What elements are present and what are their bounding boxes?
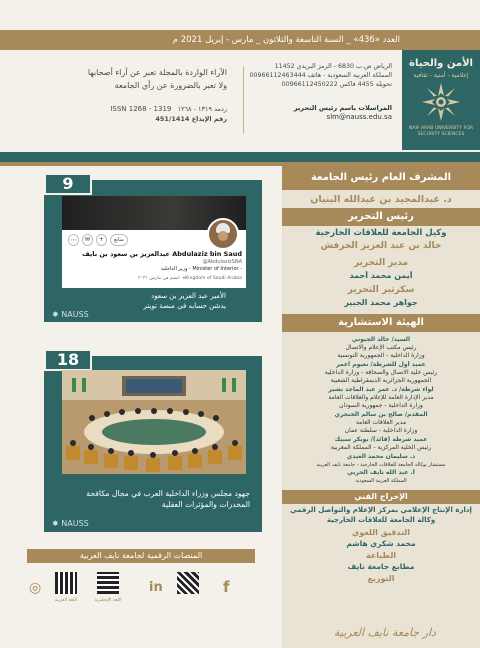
caption-line: الأمير عبد العزيز بن سعود <box>151 292 226 300</box>
issue-bar <box>0 30 480 50</box>
contact-line: المملكة العربية السعودية - هاتف 00966112463444 <box>249 72 392 79</box>
disclaimer-line: الآراء الواردة بالمجلة تعبر عن آراء أصحابها <box>87 68 227 77</box>
issue-line: العدد «436» _ السنة التاسعة والثلاثون _ مارس - إبريل 2021 م <box>172 35 400 45</box>
correspondence <box>242 104 392 122</box>
correspondence-label: المراسلات باسم رئيس التحرير <box>293 104 392 112</box>
message-icon[interactable]: ✉ <box>82 234 93 246</box>
board-line: لواء شرطة/ د. عمر عبد الماجد بشير <box>328 386 434 393</box>
print-title: الطباعة <box>365 551 397 560</box>
qr-label: اللغة العربية <box>54 598 78 603</box>
article-card-1[interactable] <box>44 174 262 322</box>
contact-line: الرياض ص.ب 6830 - الرمز البريدي 11452 <box>274 63 392 70</box>
logo-title: الأمن والحياة <box>409 58 473 69</box>
board-line: المملكة العربية السعودية <box>355 478 407 484</box>
managing-editor-name: أيمن محمد أحمد <box>349 271 413 280</box>
article-caption <box>54 291 226 311</box>
editor-title: رئيس التحرير <box>282 208 480 226</box>
emblem-icon: ✸ <box>52 519 59 528</box>
board-line: الجمهورية الجزائرية الديمقراطية الشعبية <box>330 377 432 384</box>
twitter-profile-screenshot <box>62 196 246 288</box>
profile-actions <box>68 234 128 246</box>
distribution-title: التوزيع <box>367 574 395 583</box>
editor-role: وكيل الجامعة للعلاقات الخارجية <box>315 228 447 238</box>
logo-subtitle: إعلامية - أمنية - ثقافية <box>413 72 469 79</box>
more-icon[interactable]: ⋯ <box>69 236 77 244</box>
platforms-row <box>27 566 255 608</box>
emblem-icon: ✸ <box>52 310 59 319</box>
board-line: السيد/ خالد الجبوني <box>351 336 411 343</box>
profile-meta <box>66 275 242 281</box>
divider <box>243 66 244 134</box>
board-line: مدير العلاقات العامة <box>355 419 407 426</box>
board-line: أ. عبد الله نايف الحربي <box>347 469 415 476</box>
board-line: وزارة الداخلية - جمهورية السودان <box>339 402 423 409</box>
board-line: وزارة الداخلية - سلطنة عمان <box>344 427 418 434</box>
print-name: مطابع جامعة نايف <box>347 562 415 571</box>
profile-handle: @AbdulazizSNA <box>202 259 242 265</box>
avatar <box>207 218 239 250</box>
disclaimer <box>22 66 227 92</box>
profile-name-en: Abdulaziz bin Saud <box>172 250 242 258</box>
joined-date: انضم في مارس ٢٠٢١ <box>138 276 180 281</box>
qr-code-social[interactable] <box>177 572 199 594</box>
art-line: إدارة الإنتاج الإعلامي بمركز الإعلام والتواصل الرقمي <box>290 506 472 514</box>
divider <box>0 152 480 162</box>
university-emblem-icon <box>421 82 461 122</box>
location-icon: ⌖ <box>182 276 186 281</box>
supervisor-title: المشرف العام رئيس الجامعة <box>282 166 480 190</box>
notify-icon[interactable]: + <box>96 234 107 246</box>
caption-line: جهود مجلس وزراء الداخلية العرب في مجال مكافحة <box>86 489 250 498</box>
qr-code-arabic[interactable] <box>55 572 77 594</box>
bio-en: Minister of Interior - <box>192 266 242 272</box>
qr-label: اللغة الإنجليزية <box>94 598 122 603</box>
board-line: عميد شرطة (قائد)/ بوبكر سبيك <box>334 436 428 443</box>
issn-ar: ردمد ١٣١٩ - ١٢٦٨ <box>177 105 227 113</box>
location: Kingdom of Saudi Arabia <box>185 276 242 281</box>
art-line: وكالة الجامعة للعلاقات الخارجية <box>326 516 436 524</box>
conference-hall-image <box>62 370 246 474</box>
profile-name <box>66 250 242 258</box>
email-link[interactable]: slm@nauss.edu.sa <box>326 113 392 121</box>
contact-line: تحويلة 4455 فاكس 00966112450222 <box>281 81 392 88</box>
board-line: مدير الإدارة العامة للإعلام والعلاقات العامة <box>328 394 434 401</box>
board-line: عميد أول للشرطة/ نعيوم أعمر <box>336 361 426 368</box>
issn-block <box>22 104 227 124</box>
caption-line: المخدرات والمؤثرات العقلية <box>161 500 250 509</box>
page-number-badge <box>44 349 92 371</box>
secretary-title: سكرتير التحرير <box>347 285 415 295</box>
board-line: المقدم/ صالح بن سالم الخنجري <box>334 411 428 418</box>
page-number-badge <box>44 173 92 195</box>
logo-english: NAIF ARAB UNIVERSITY FOR SECURITY SCIENCES <box>408 126 474 137</box>
bio-ar: وزير الداخلية - <box>160 266 191 272</box>
facebook-icon[interactable]: f <box>223 578 230 596</box>
board-line: رئيس خلية الاتصال والصحافة - وزارة الداخلية <box>324 369 438 376</box>
board-line: رئيس مكتب الإعلام والاتصال <box>345 344 417 351</box>
contact-info <box>242 62 392 89</box>
issn: ISSN 1268 - 1319 <box>110 105 172 113</box>
signature: دار جامعة نايف العربية <box>334 626 436 639</box>
disclaimer-line: ولا تعبر بالضرورة عن رأي الجامعة <box>114 81 227 90</box>
board-line: رئيس الخلية المركزية - المملكة المغربية <box>330 444 432 451</box>
nauss-logo <box>52 519 89 528</box>
proof-title: التدقيق اللغوي <box>351 528 410 537</box>
board-line: د. سليمان محمد العيدي <box>346 453 416 460</box>
qr-code-english[interactable] <box>97 572 119 594</box>
masthead <box>282 166 480 648</box>
editor-name: خالد بن عبد العزيز الحرفش <box>320 241 442 251</box>
platforms-title: المنصات الرقمية لجامعة نايف العربية <box>27 549 255 563</box>
magazine-logo <box>402 50 480 150</box>
conference-photo <box>62 370 246 474</box>
article-card-2[interactable] <box>44 350 262 532</box>
nauss-logo <box>52 310 89 319</box>
supervisor-name: د. عبدالمجيد بن عبدالله البنيان <box>310 194 452 205</box>
board-title: الهيئة الاستشارية <box>282 314 480 332</box>
proof-name: محمد شكري هاشم <box>346 539 416 548</box>
secretary-name: جواهر محمد الجبير <box>344 298 418 307</box>
brand-label: NAUSS <box>61 310 89 319</box>
follow-button[interactable]: متابع <box>110 234 128 246</box>
managing-editor-title: مدير التحرير <box>353 258 409 268</box>
page-number: 9 <box>62 174 74 193</box>
deposit-number: رقم الإيداع 451/1414 <box>155 115 227 123</box>
profile-name-ar: عبدالعزيز بن سعود بن نايف <box>82 250 170 258</box>
instagram-icon[interactable]: ◎ <box>29 580 42 596</box>
caption-line: يدشن حسابه في منصة تويتر <box>143 302 226 310</box>
linkedin-icon[interactable]: in <box>149 580 163 595</box>
art-title: الإخراج الفني <box>282 490 480 504</box>
board-line: وزارة الداخلية - الجمهورية التونسية <box>337 352 425 359</box>
page-number: 18 <box>56 350 80 369</box>
article-caption <box>50 488 250 510</box>
brand-label: NAUSS <box>61 519 89 528</box>
board-line: مستشار بوكالة الجامعة للعلاقات الخارجية - جامعة نايف العربية <box>316 462 446 468</box>
profile-bio <box>66 266 242 272</box>
